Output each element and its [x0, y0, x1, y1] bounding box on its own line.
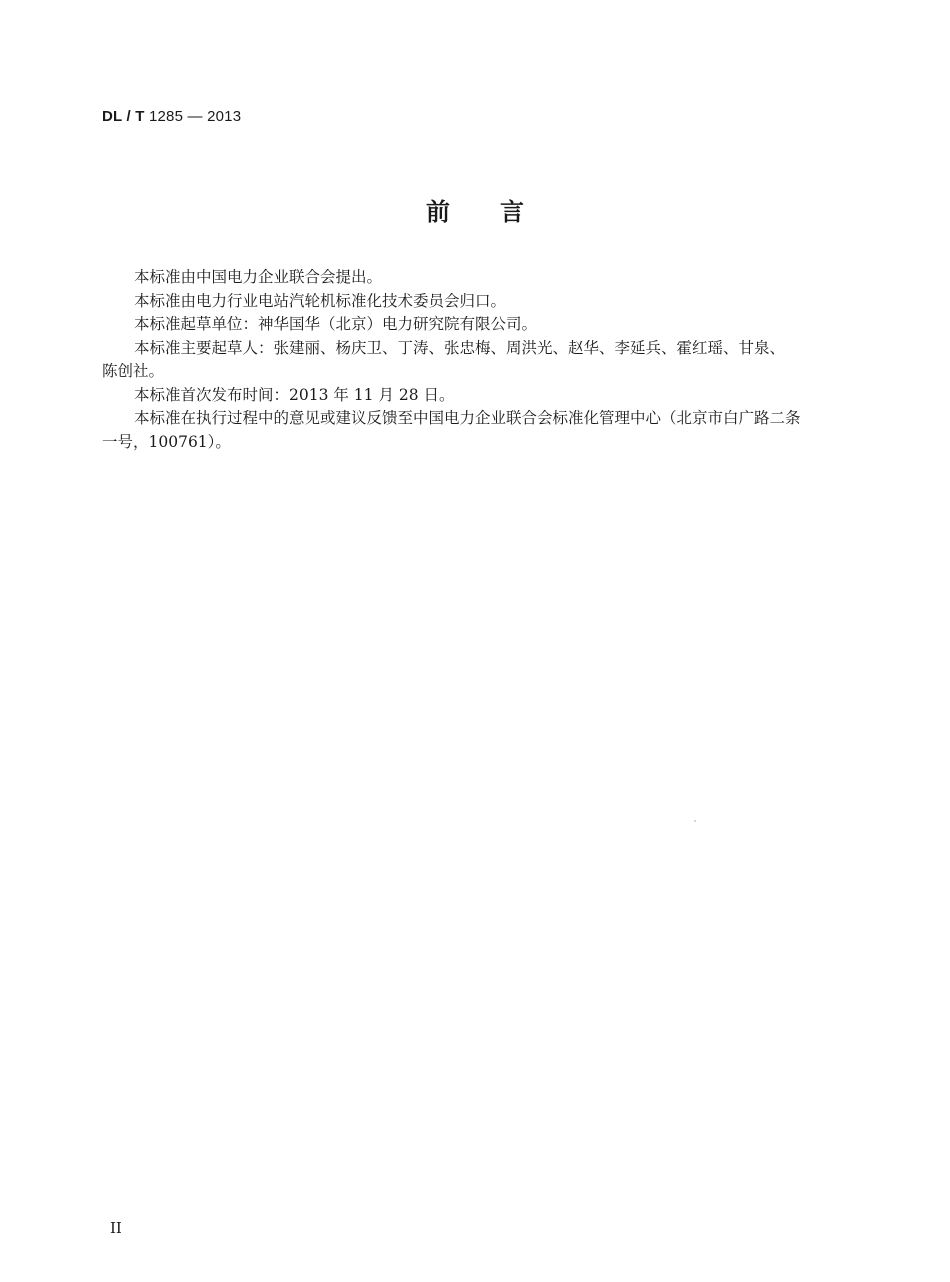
standard-number: 1285 — 2013: [148, 108, 242, 125]
page-title: 前言: [426, 198, 574, 226]
paragraph-feedback-continued: 一号，100761）。: [102, 432, 231, 451]
standard-number-header: [102, 108, 241, 125]
paragraph-release-date: 本标准首次发布时间：2013 年 11 月 28 日。: [134, 385, 455, 404]
paragraph-drafters-continued: 陈创社。: [102, 362, 165, 380]
foreword-body: [102, 266, 862, 454]
page-number: II: [110, 1219, 122, 1237]
paragraph-drafting-unit: 本标准起草单位：神华国华（北京）电力研究院有限公司。: [134, 315, 538, 333]
paragraph-proposer: 本标准由中国电力企业联合会提出。: [134, 268, 383, 286]
standard-code: DL / T: [102, 108, 145, 125]
paragraph-feedback: 本标准在执行过程中的意见或建议反馈至中国电力企业联合会标准化管理中心（北京市白广路二条: [134, 409, 801, 427]
scan-speck: [694, 820, 696, 822]
paragraph-committee: 本标准由电力行业电站汽轮机标准化技术委员会归口。: [134, 291, 507, 310]
paragraph-drafters: 本标准主要起草人：张建丽、杨庆卫、丁涛、张忠梅、周洪光、赵华、李延兵、霍红瑶、甘泉、: [134, 338, 786, 357]
